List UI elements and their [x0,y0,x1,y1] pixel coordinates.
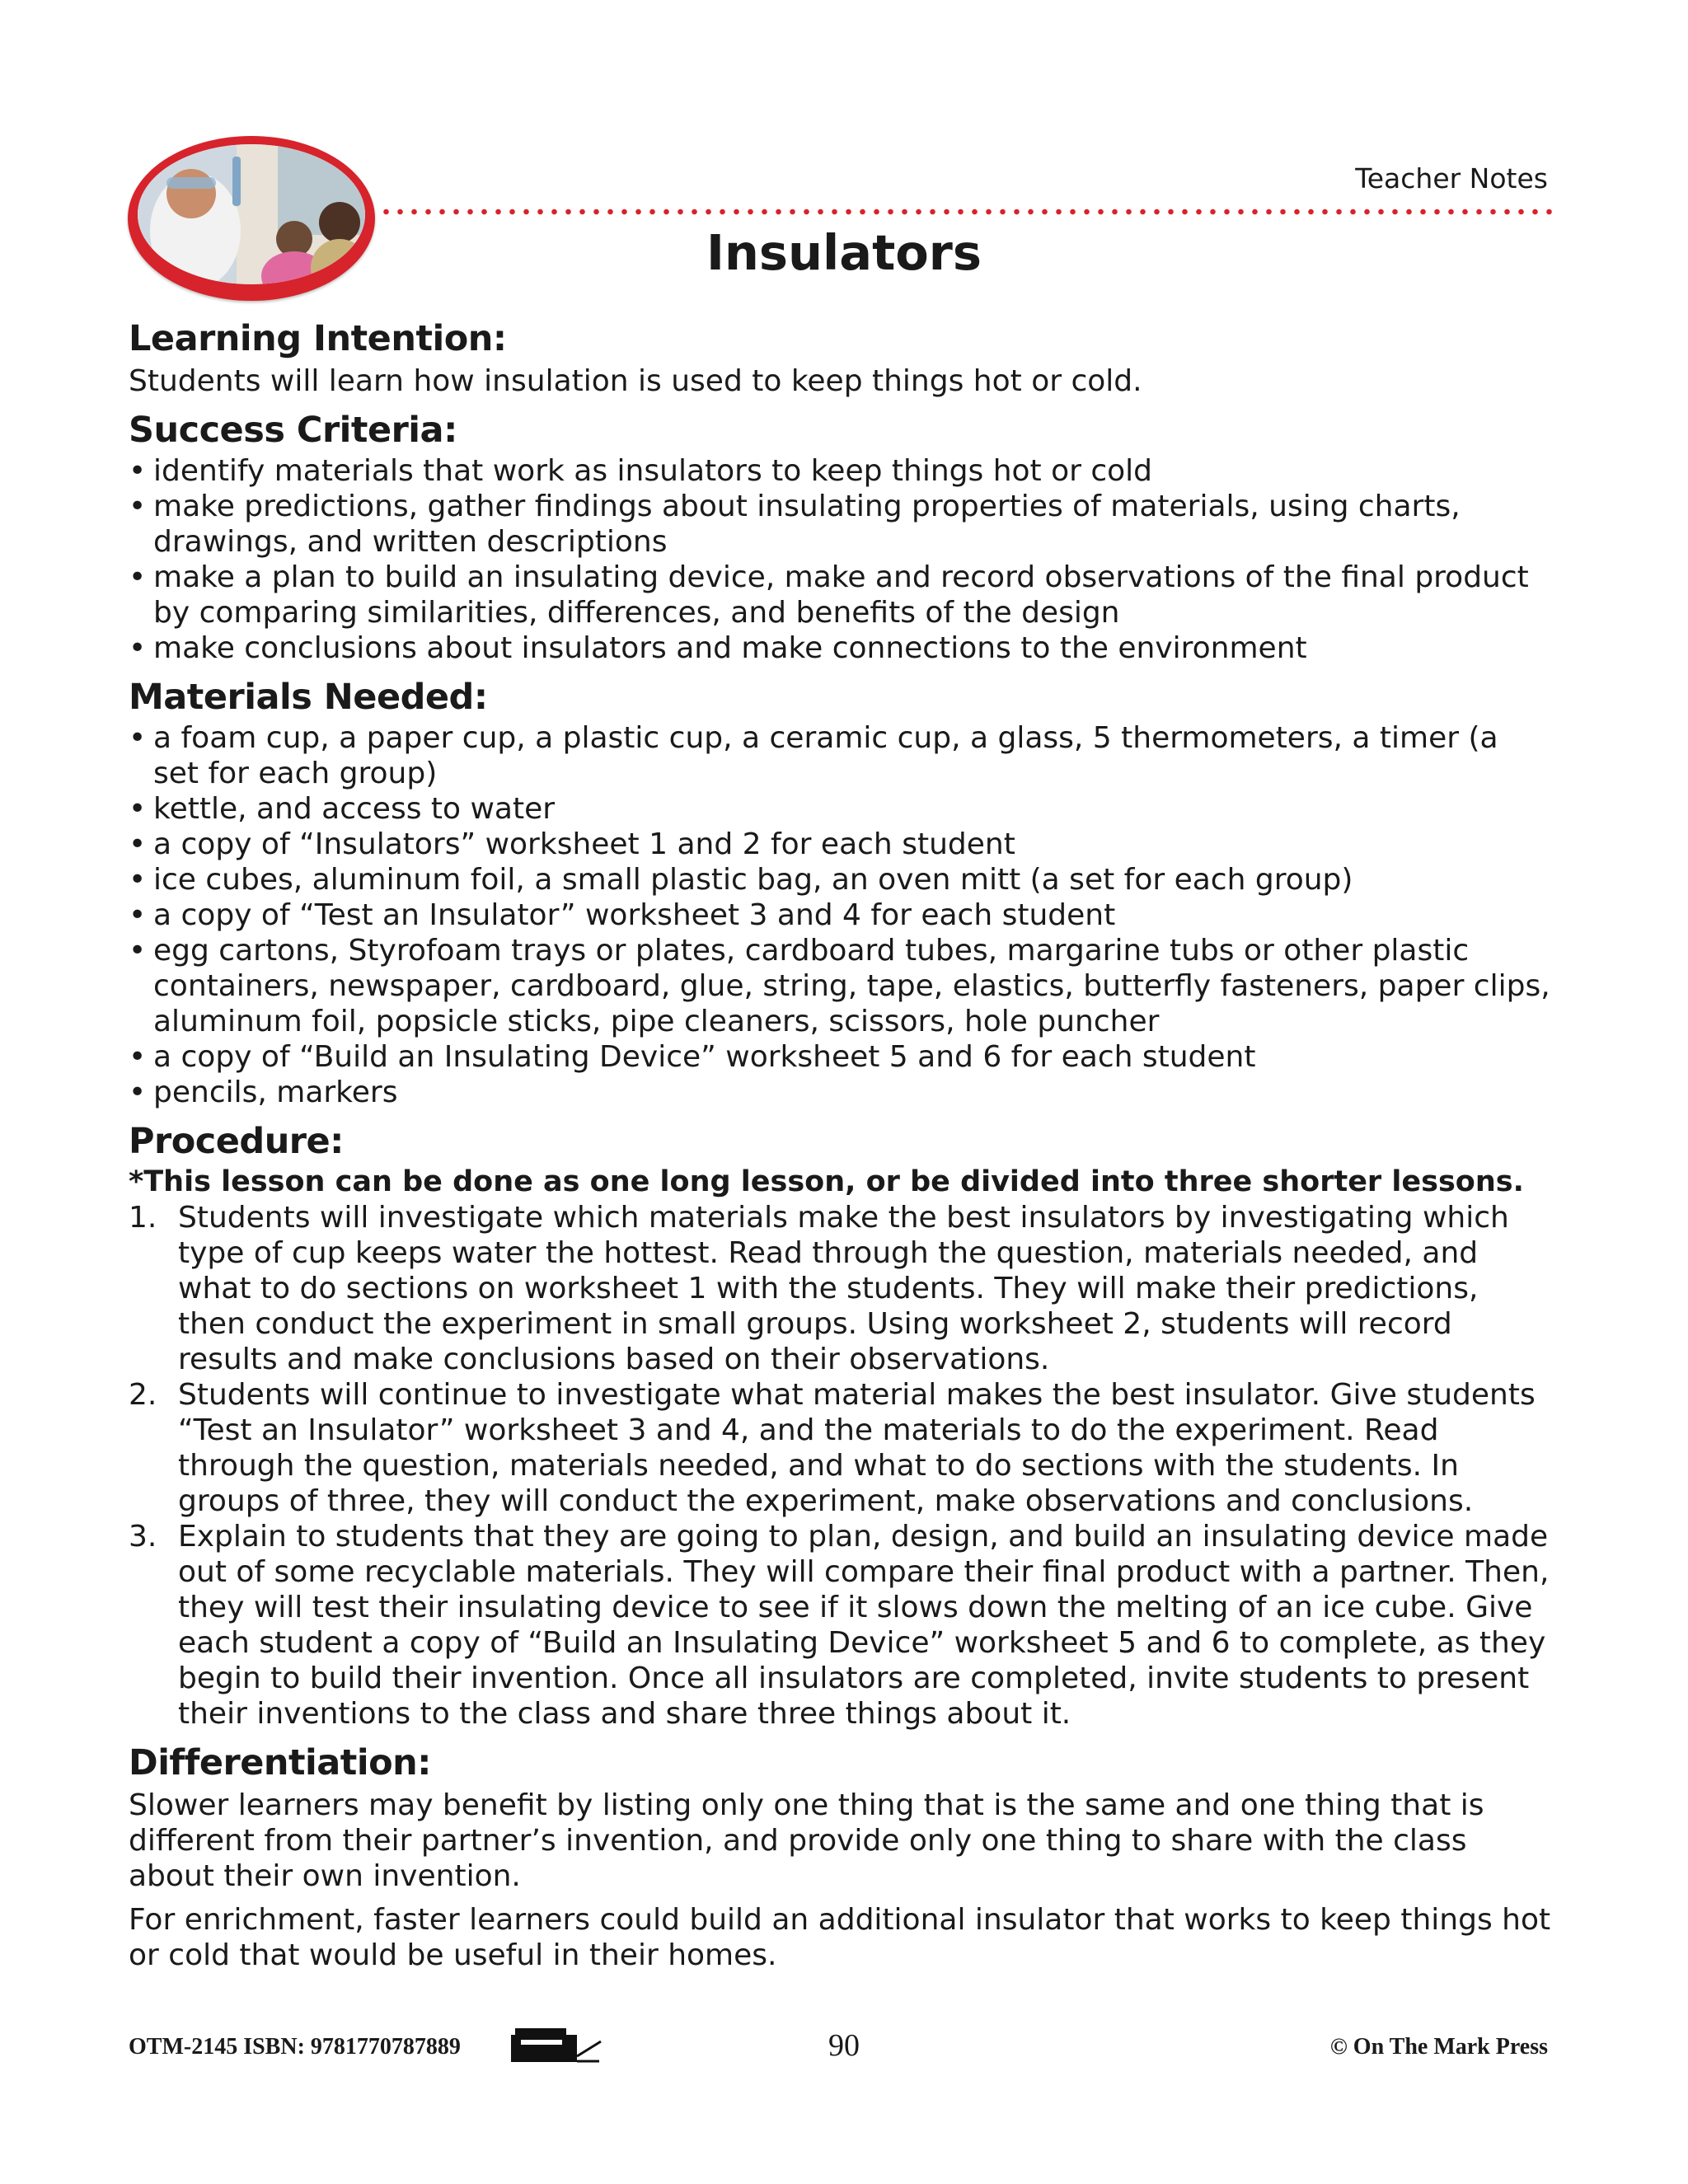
list-item: • a copy of “Build an Insulating Device” worksheet 5 and 6 for each student [129,1039,1552,1075]
list-item: • pencils, markers [129,1075,1552,1110]
step-text: Students will investigate which materials make the best insulators by investigating which type of cup keeps water the hottest. Read through the question, materials needed, and what to do sections on worksheet 1 with the students. They will make their predictions, then conduct the experiment in small groups. Using worksheet 2, students will record results and make conclusions based on their observations. [178,1201,1509,1376]
materials-list [129,720,1552,1110]
success-criteria-list [129,453,1552,666]
header-label: Teacher Notes [1355,162,1548,194]
list-item: • make predictions, gather findings about insulating properties of materials, using charts, drawings, and written descriptions [129,489,1552,560]
learning-intention-text: Students will learn how insulation is used to keep things hot or cold. [129,364,1142,398]
page-number: 90 [828,2028,860,2063]
procedure-step [129,1200,1552,1377]
procedure-heading: Procedure: [129,1121,344,1162]
procedure-note: *This lesson can be done as one long lesson, or be divided into three shorter lessons. [129,1165,1524,1198]
content [129,316,1552,1973]
procedure-step [129,1519,1552,1732]
step-text: Students will continue to investigate what material makes the best insulator. Give students “Test an Insulator” worksheet 3 and 4, and the materials to do the experiment. Read through the question, materials needed, and what to do sections with the students. In groups of three, they will conduct the experiment, make observations and conclusions. [178,1378,1536,1518]
step-text: Explain to students that they are going to plan, design, and build an insulating device made out of some recyclable materials. They will compare their final product with a partner. Then, they will test their insulating device to see if it slows down the melting of an ice cube. Give each student a copy of “Build an Insulating Device” worksheet 5 and 6 to complete, as they begin to build their invention. Once all insulators are completed, invite students to present their inventions to the class and share three things about it. [178,1520,1550,1731]
list-item: • a copy of “Insulators” worksheet 1 and 2 for each student [129,827,1552,862]
footer-copyright: © On The Mark Press [1329,2034,1548,2060]
list-item: • a foam cup, a paper cup, a plastic cup, a ceramic cup, a glass, 5 thermometers, a timer (a set for each group) [129,720,1552,791]
list-item: • identify materials that work as insulators to keep things hot or cold [129,453,1552,489]
page-title: Insulators [706,224,982,281]
list-item: • kettle, and access to water [129,791,1552,827]
materials-heading: Materials Needed: [129,677,488,718]
footer-isbn: OTM-2145 ISBN: 9781770787889 [129,2034,461,2060]
success-criteria-heading: Success Criteria: [129,410,457,451]
procedure-step [129,1377,1552,1519]
step-number: 2. [129,1378,157,1412]
list-item: • egg cartons, Styrofoam trays or plates, cardboard tubes, margarine tubs or other plastic containers, newspaper, cardboard, glue, string, tape, elastics, butterfly fasteners, paper clips, aluminum foil, popsicle sticks, pipe cleaners, scissors, hole puncher [129,933,1552,1039]
header-dotted-rule [379,209,1552,215]
differentiation-heading: Differentiation: [129,1742,431,1783]
step-number: 3. [129,1520,157,1554]
procedure-steps [129,1200,1552,1732]
step-number: 1. [129,1201,157,1235]
list-item: • a copy of “Test an Insulator” worksheet 3 and 4 for each student [129,898,1552,933]
list-item: • make conclusions about insulators and make connections to the environment [129,630,1552,666]
differentiation-paragraph-1: Slower learners may benefit by listing only one thing that is the same and one thing that is different from their partner’s invention, and provide only one thing to share with the class about their own invention. [129,1788,1484,1893]
list-item: • make a plan to build an insulating device, make and record observations of the final product by comparing similarities, differences, and benefits of the design [129,560,1552,630]
differentiation-paragraph-2: For enrichment, faster learners could build an additional insulator that works to keep things hot or cold that would be useful in their homes. [129,1903,1551,1972]
list-item: • ice cubes, aluminum foil, a small plastic bag, an oven mitt (a set for each group) [129,862,1552,898]
learning-intention-heading: Learning Intention: [129,318,507,359]
